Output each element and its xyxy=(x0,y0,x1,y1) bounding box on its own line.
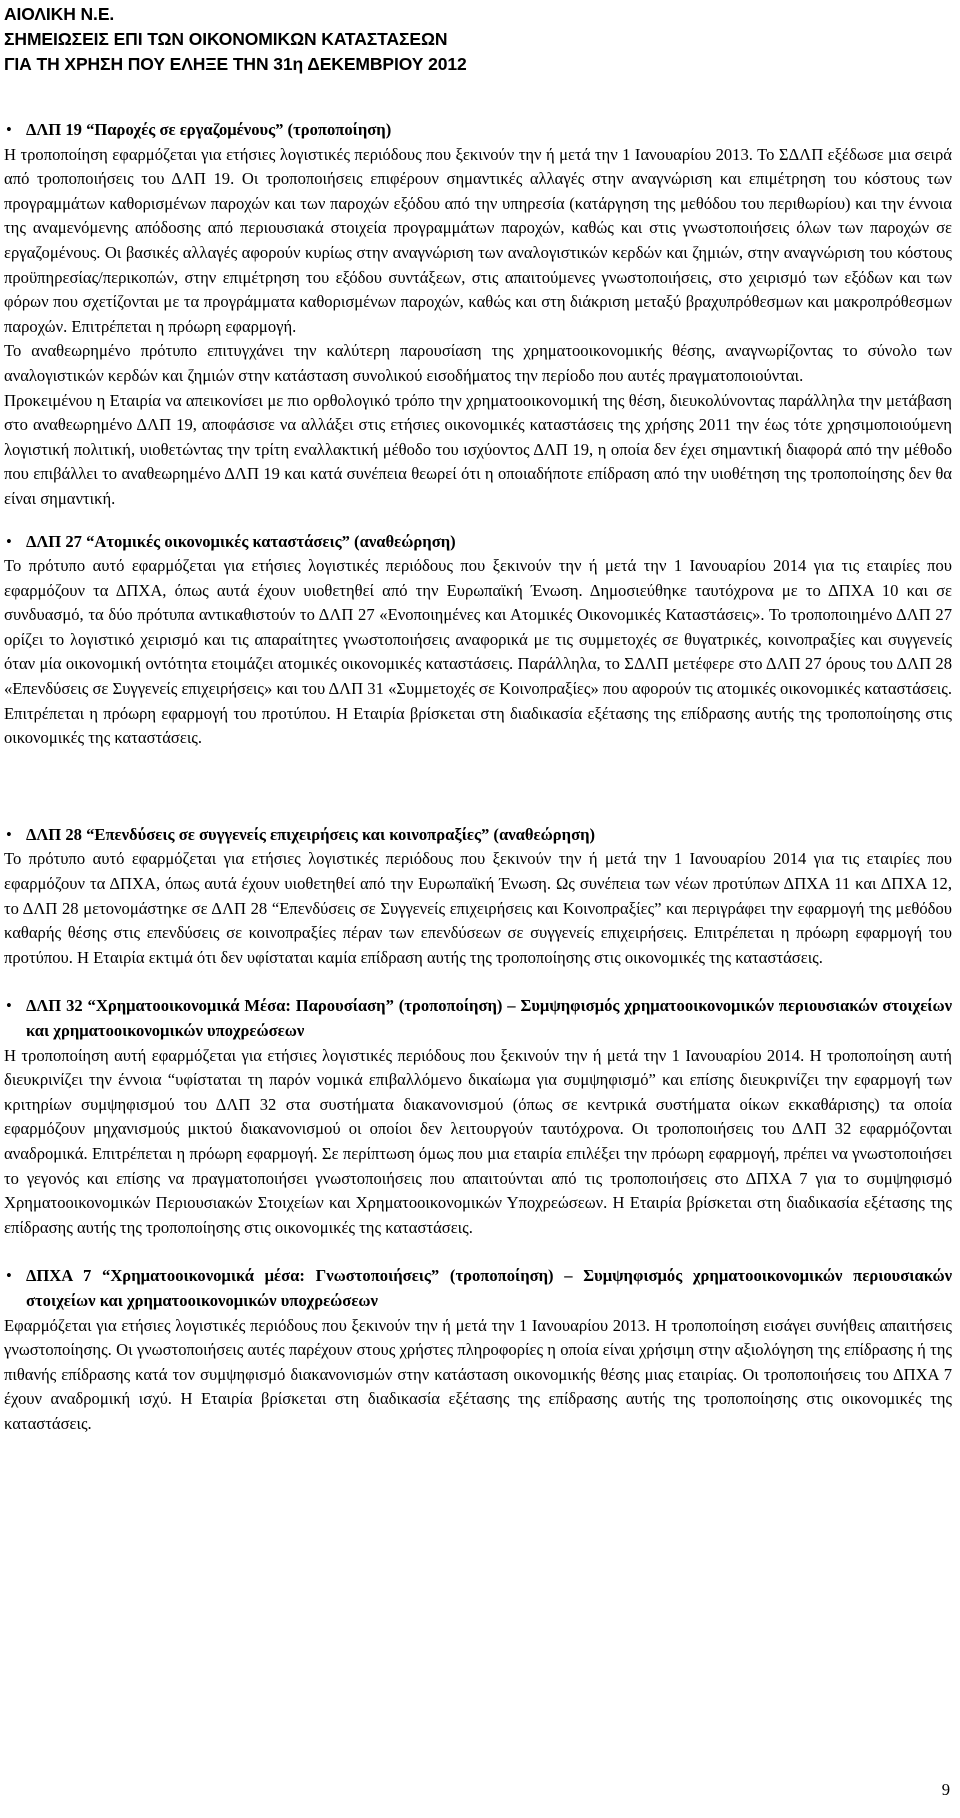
section-heading xyxy=(4,823,952,848)
bullet-icon: • xyxy=(6,996,12,1016)
bullet-icon: • xyxy=(6,1266,12,1286)
heading-text: ΔΛΠ 27 “Ατομικές οικονομικές καταστάσεις” (αναθεώρηση) xyxy=(26,531,456,551)
notes-title: ΣΗΜΕΙΩΣΕΙΣ ΕΠΙ ΤΩΝ ΟΙΚΟΝΟΜΙΚΩΝ ΚΑΤΑΣΤΑΣΕΩΝ xyxy=(4,29,448,49)
section-heading xyxy=(4,994,952,1043)
paragraph: Η τροποποίηση εφαρμόζεται για ετήσιες λογιστικές περιόδους που ξεκινούν την ή μετά την 1 Ιανουαρίου 2013. Το ΣΔΛΠ εξέδωσε μια σειρά από τροποποιήσεις του ΔΛΠ 19. Οι τροποποιήσεις επιφέρουν σημαντικές αλλαγές στην αναγνώριση και επιμέτρηση του κόστους των προγραμμάτων καθορισμένων παροχών και των παροχών εξόδου από την υπηρεσία (κατάργηση της μεθόδου του περιθωρίου) και την έννοια της αναμενόμενης απόδοσης από περιουσιακά στοιχεία προγραμμάτων παροχών, καθώς και στις γνωστοποιήσεις όλων των παροχών σε εργαζομένους. Οι βασικές αλλαγές αφορούν κυρίως στην αναγνώριση των αναλογιστικών κερδών και ζημιών, στην αναγνώριση του κόστους προϋπηρεσίας/περικοπών, στην επιμέτρηση του εξόδου συντάξεων, στις απαιτούμενες γνωστοποιήσεις, στο χειρισμό των εξόδων και των φόρων που σχετίζονται με τα προγράμματα καθορισμένων παροχών, καθώς και στη διάκριση μεταξύ βραχυπρόθεσμων και μακροπρόθεσμων παροχών. Επιτρέπεται η πρόωρη εφαρμογή. xyxy=(4,144,952,336)
period-title: ΓΙΑ ΤΗ ΧΡΗΣΗ ΠΟΥ ΕΛΗΞΕ ΤΗΝ 31η ΔΕΚΕΜΒΡΙΟΥ 2012 xyxy=(4,54,467,74)
section-ias32 xyxy=(4,994,952,1240)
section-ias28 xyxy=(4,823,952,971)
paragraph: Εφαρμόζεται για ετήσιες λογιστικές περιόδους που ξεκινούν την ή μετά την 1 Ιανουαρίου 2013. Η τροποποίηση εισάγει συνήθεις απαιτήσεις γνωστοποίησης. Οι γνωστοποιήσεις αυτές παρέχουν στους χρήστες πληροφορίες η οποία είναι χρήσιμη στην αξιολόγηση της επίδρασης ή της πιθανής επίδρασης κατά τον συμψηφισμό διακανονισμών στην κατάσταση οικονομικής θέσης μιας εταιρίας. Οι τροποποιήσεις του ΔΠΧΑ 7 έχουν αναδρομική ισχύ. Η Εταιρία βρίσκεται στη διαδικασία εξέτασης της επίδρασης αυτής της τροποποίησης στις οικονομικές της καταστάσεις. xyxy=(4,1315,952,1433)
section-heading xyxy=(4,530,952,555)
paragraph: Προκειμένου η Εταιρία να απεικονίσει με πιο ορθολογικό τρόπο την χρηματοοικονομική της θέση, διευκολύνοντας παράλληλα την μετάβαση στο αναθεωρημένο ΔΛΠ 19, αποφάσισε να αλλάξει στις ετήσιες οικονομικές καταστάσεις της χρήσης 2011 την έως τότε χρησιμοποιούμενη λογιστική πολιτική, υιοθετώντας την τρίτη εναλλακτική μέθοδο του ισχύοντος ΔΛΠ 19, η οποία δεν έχει σημαντική διαφορά από την μέθοδο που επιβάλλει το αναθεωρημένο ΔΛΠ 19 και κατά συνέπεια θεωρεί ότι η οποιαδήποτε επίδραση από την υιοθέτηση της τροποποίησης δεν θα είναι σημαντική. xyxy=(4,390,952,508)
paragraph: Το πρότυπο αυτό εφαρμόζεται για ετήσιες λογιστικές περιόδους που ξεκινούν την ή μετά την 1 Ιανουαρίου 2014 για τις εταιρίες που εφαρμόζουν τα ΔΠΧΑ, όπως αυτά έχουν υιοθετηθεί από την Ευρωπαϊκή Ένωση. Ως συνέπεια των νέων προτύπων ΔΠΧΑ 11 και ΔΠΧΑ 12, το ΔΛΠ 28 μετονομάστηκε σε ΔΛΠ 28 “Επενδύσεις σε Συγγενείς επιχειρήσεις και Κοινοπραξίες” και περιγράφει την εφαρμογή της μεθόδου καθαρής θέσης στις επενδύσεις σε κοινοπραξίες πέραν των επενδύσεων σε συγγενείς επιχειρήσεις. Επιτρέπεται η πρόωρη εφαρμογή του προτύπου. Η Εταιρία εκτιμά ότι δεν υφίσταται καμία επίδραση αυτής της τροποποίησης στις οικονομικές της καταστάσεις. xyxy=(4,849,952,967)
bullet-icon: • xyxy=(6,531,12,551)
section-heading xyxy=(4,1264,952,1313)
section-ifrs7 xyxy=(4,1264,952,1436)
section-ias19 xyxy=(4,118,952,512)
bullet-icon: • xyxy=(6,824,12,844)
heading-text: ΔΛΠ 32 “Χρηματοοικονομικά Μέσα: Παρουσίαση” (τροποποίηση) – Συμψηφισμός χρηματοοικονομικών περιουσιακών στοιχείων και χρηματοοικονομικών υποχρεώσεων xyxy=(26,996,952,1040)
document-body xyxy=(4,118,952,1437)
page-number: 9 xyxy=(941,1780,950,1799)
heading-text: ΔΛΠ 28 “Επενδύσεις σε συγγενείς επιχειρήσεις και κοινοπραξίες” (αναθεώρηση) xyxy=(26,824,596,844)
document-header xyxy=(4,2,944,77)
heading-text: ΔΠΧΑ 7 “Χρηματοοικονομικά μέσα: Γνωστοποιήσεις” (τροποποίηση) – Συμψηφισμός χρηματοοικονομικών περιουσιακών στοιχείων και χρηματοοικονομικών υποχρεώσεων xyxy=(26,1266,952,1310)
bullet-icon: • xyxy=(6,120,12,139)
section-ias27 xyxy=(4,530,952,751)
paragraph: Η τροποποίηση αυτή εφαρμόζεται για ετήσιες λογιστικές περιόδους που ξεκινούν την ή μετά την 1 Ιανουαρίου 2014. Η τροποποίηση αυτή διευκρινίζει την έννοια “υφίσταται τη παρόν νομικά επιβαλλόμενο δικαίωμα για συμψηφισμό” και επίσης διευκρινίζει την εφαρμογή των κριτηρίων συμψηφισμού του ΔΛΠ 32 στα συστήματα διακανονισμού (όπως σε κεντρικά συστήματα οίκων εκκαθάρισης) τα οποία εφαρμόζουν μηχανισμούς μικτού διακανονισμού οι οποίοι δεν λειτουργούν ταυτόχρονα. Οι τροποποιήσεις του ΔΛΠ 32 εφαρμόζονται αναδρομικά. Επιτρέπεται η πρόωρη εφαρμογή. Σε περίπτωση όμως που μια εταιρία επιλέξει την πρόωρη εφαρμογή, πρέπει να γνωστοποιήσει το γεγονός και επίσης να πραγματοποιήσει γνωστοποιήσεις που απαιτούνται από τις τροποποιήσεις στο ΔΠΧΑ 7 για το συμψηφισμό Χρηματοοικονομικών Περιουσιακών Στοιχείων και Χρηματοοικονομικών Υποχρεώσεων. Η Εταιρία βρίσκεται στη διαδικασία εξέτασης της επίδρασης αυτής της τροποποίησης στις οικονομικές της καταστάσεις. xyxy=(4,1045,952,1237)
heading-text: ΔΛΠ 19 “Παροχές σε εργαζομένους” (τροποποίηση) xyxy=(26,120,392,139)
paragraph: Το πρότυπο αυτό εφαρμόζεται για ετήσιες λογιστικές περιόδους που ξεκινούν την ή μετά την 1 Ιανουαρίου 2014 για τις εταιρίες που εφαρμόζουν τα ΔΠΧΑ, όπως αυτά έχουν υιοθετηθεί από την Ευρωπαϊκή Ένωση. Δημοσιεύθηκε ταυτόχρονα με το ΔΠΧΑ 10 και σε συνδυασμό, τα δύο πρότυπα αντικαθιστούν το ΔΛΠ 27 «Ενοποιημένες και Ατομικές Οικονομικές Καταστάσεις». Το τροποποιημένο ΔΛΠ 27 ορίζει το λογιστικό χειρισμό και τις απαραίτητες γνωστοποιήσεις αναφορικά με τις συμμετοχές σε θυγατρικές, κοινοπραξίες και συγγενείς όταν μία οικονομική οντότητα ετοιμάζει ατομικές οικονομικές καταστάσεις. Παράλληλα, το ΣΔΛΠ μετέφερε στο ΔΛΠ 27 όρους του ΔΛΠ 28 «Επενδύσεις σε Συγγενείς επιχειρήσεις» και του ΔΛΠ 31 «Συμμετοχές σε Κοινοπραξίες» που αφορούν τις ατομικές οικονομικές καταστάσεις. Επιτρέπεται η πρόωρη εφαρμογή του προτύπου. Η Εταιρία βρίσκεται στη διαδικασία εξέτασης της επίδρασης αυτής της τροποποίησης στις οικονομικές της καταστάσεις. xyxy=(4,556,952,748)
paragraph: Το αναθεωρημένο πρότυπο επιτυγχάνει την καλύτερη παρουσίαση της χρηματοοικονομικής θέσης, αναγνωρίζοντας το σύνολο των αναλογιστικών κερδών και ζημιών στην κατάσταση συνολικού εισοδήματος την περίοδο που αυτές πραγματοποιούνται. xyxy=(4,341,952,385)
section-heading xyxy=(4,118,952,143)
company-name: ΑΙΟΛΙΚΗ Ν.Ε. xyxy=(4,4,115,24)
